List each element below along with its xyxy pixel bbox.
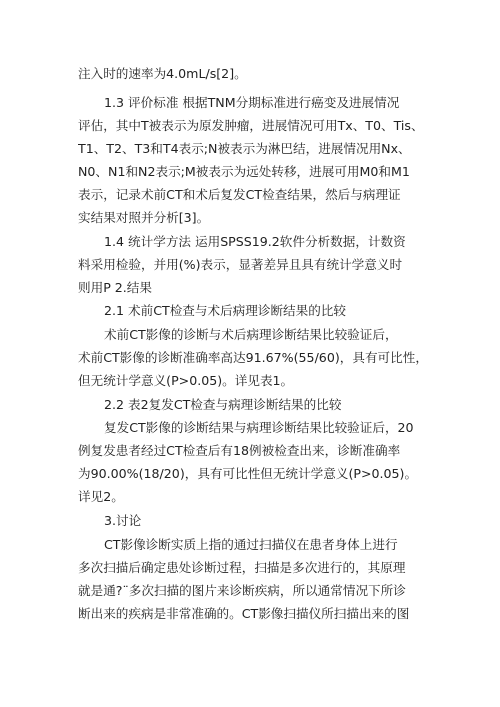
text-line-10: 则用P 2.结果: [78, 280, 152, 295]
section-1-3-line: 1.3 评价标准 根据TNM分期标准进行癌变及进展情况: [104, 95, 400, 110]
section-2-2-heading: 2.2 表2复发CT检查与病理诊断结果的比较: [104, 397, 342, 412]
text-line-13: 术前CT影像的诊断准确率高达91.67%(55/60)，具有可比性，: [78, 350, 428, 365]
text-line-14: 但无统计学意义(P>0.05)。详见表1。: [78, 373, 294, 388]
section-3-heading: 3.讨论: [104, 513, 142, 528]
text-line-6: 表示，记录术前CT和术后复发CT检查结果，然后与病理证: [78, 187, 401, 202]
section-1-4-line: 1.4 统计学方法 运用SPSS19.2软件分析数据，计数资: [104, 234, 406, 249]
text-line-1: 注入时的速率为4.0mL/s[2]。: [78, 66, 247, 81]
section-2-1-heading: 2.1 术前CT检查与术后病理诊断结果的比较: [104, 303, 347, 318]
text-line-7: 实结果对照并分析[3]。: [78, 210, 210, 225]
text-line-16: 复发CT影像的诊断结果与病理诊断结果比较验证后，20: [104, 420, 414, 435]
text-line-3: 评估，其中T被表示为原发肿瘤，进展情况可用Tx、T0、Tis、: [78, 118, 424, 133]
text-line-24: 断出来的疾病是非常准确的。CT影像扫描仪所扫描出来的图: [78, 606, 410, 621]
text-line-9: 料采用检验，并用(%)表示，显著差异且具有统计学意义时: [78, 257, 403, 272]
text-line-18: 为90.00%(18/20)，具有可比性但无统计学意义(P>0.05)。: [78, 466, 418, 481]
text-line-23: 就是通?¨多次扫描的图片来诊断疾病，所以通常情况下所诊: [78, 583, 406, 598]
text-line-21: CT影像诊断实质上指的通过扫描仪在患者身体上进行: [104, 537, 398, 552]
text-line-22: 多次扫描后确定患处诊断过程，扫描是多次进行的，其原理: [78, 560, 406, 575]
text-line-4: T1、T2、T3和T4表示;N被表示为淋巴结，进展情况用Nx、: [78, 141, 411, 156]
text-line-19: 详见2。: [78, 489, 124, 504]
text-line-17: 例复发患者经过CT检查后有18例被检查出来，诊断准确率: [78, 443, 401, 458]
text-line-5: N0、N1和N2表示;M被表示为远处转移，进展可用M0和M1: [78, 164, 410, 179]
text-line-12: 术前CT影像的诊断与术后病理诊断结果比较验证后，: [104, 327, 398, 342]
